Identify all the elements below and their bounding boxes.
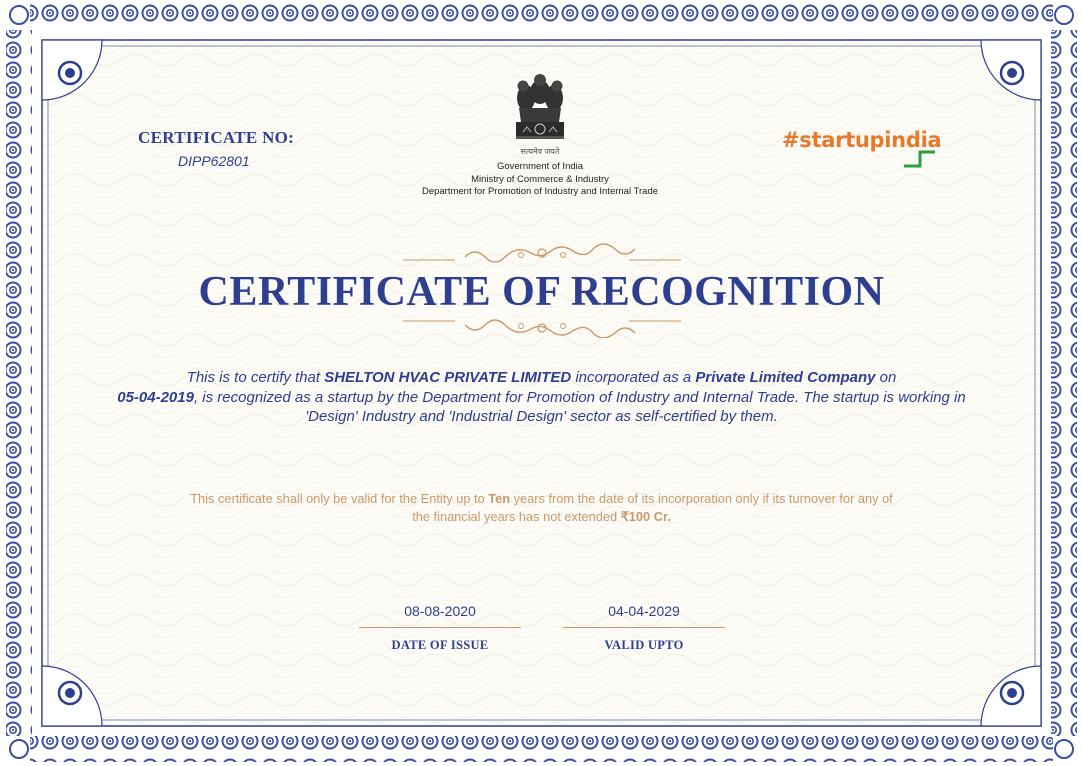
certificate-number-value: DIPP62801 bbox=[178, 153, 250, 169]
valid-upto-value: 04-04-2029 bbox=[608, 603, 680, 619]
certificate-number-label: CERTIFICATE NO: bbox=[138, 128, 295, 147]
validity-text-2: years from the date of its incorporation only if its turnover for any of the financial years has not extended bbox=[412, 491, 893, 524]
certificate-title: CERTIFICATE OF RECOGNITION bbox=[198, 269, 885, 315]
validity-statement bbox=[180, 490, 903, 526]
valid-upto-label: VALID UPTO bbox=[604, 638, 684, 652]
company-type: Private Limited Company bbox=[695, 369, 876, 386]
issue-date-block bbox=[359, 603, 521, 653]
turnover-limit: ₹100 Cr. bbox=[620, 509, 671, 524]
company-name: SHELTON HVAC PRIVATE LIMITED bbox=[324, 369, 572, 386]
emblem-motto: सत्यमेव जयते bbox=[520, 147, 560, 156]
logo-hash: # bbox=[782, 128, 800, 152]
issue-date-line bbox=[359, 627, 521, 628]
gov-line-3: Department for Promotion of Industry and Internal Trade bbox=[421, 186, 659, 197]
valid-upto-line bbox=[563, 627, 725, 628]
bottom-ornament bbox=[403, 316, 681, 338]
validity-term: Ten bbox=[488, 491, 511, 506]
issue-date-value: 08-08-2020 bbox=[404, 603, 476, 619]
statement-text-4: , is recognized as a startup by the Department for Promotion of Industry and Internal Trade. The startup is working in 'Design' Industry and 'Industrial Design' sector as self-certified by them. bbox=[193, 388, 966, 425]
issue-date-label: DATE OF ISSUE bbox=[391, 638, 489, 652]
certification-statement bbox=[110, 368, 973, 427]
statement-text-1: This is to certify that bbox=[186, 369, 325, 386]
statement-text-3: on bbox=[875, 369, 897, 386]
top-ornament bbox=[403, 243, 681, 265]
statement-text-2: incorporated as a bbox=[571, 369, 696, 386]
gov-line-1: Government of India bbox=[496, 161, 584, 172]
logo-text: startupindia bbox=[799, 128, 942, 152]
validity-text-1: This certificate shall only be valid for the Entity up to bbox=[190, 491, 489, 506]
incorporation-date: 05-04-2019 bbox=[117, 388, 194, 406]
logo-flag-icon bbox=[903, 146, 937, 168]
valid-upto-block bbox=[563, 603, 725, 653]
gov-line-2: Ministry of Commerce & Industry bbox=[471, 173, 609, 185]
government-header bbox=[340, 147, 740, 199]
